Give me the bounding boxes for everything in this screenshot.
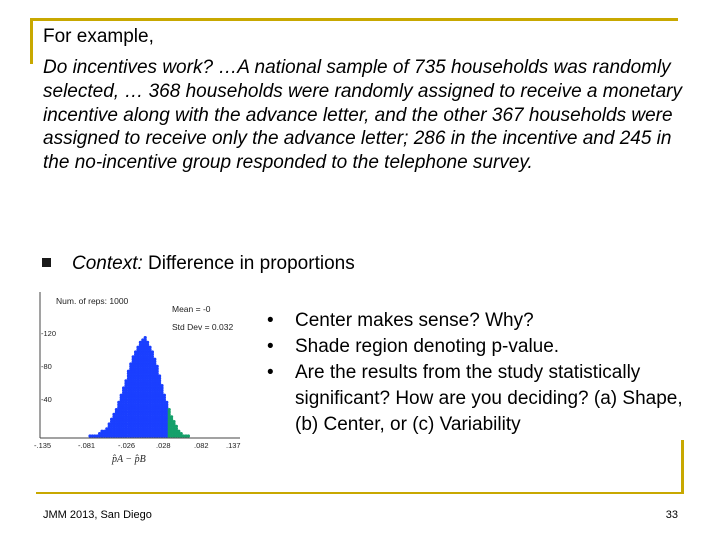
dot-mark bbox=[151, 350, 154, 353]
y-tick-label: -120 bbox=[41, 329, 57, 338]
dot-mark bbox=[144, 336, 147, 339]
context-line bbox=[72, 252, 355, 276]
reps-label: Num. of reps: 1000 bbox=[56, 296, 129, 306]
dot-mark bbox=[158, 374, 161, 377]
x-tick-label: .137 bbox=[226, 441, 241, 450]
dot-mark bbox=[187, 434, 190, 437]
dot-mark bbox=[170, 415, 173, 418]
frame-top-rule bbox=[30, 18, 678, 21]
bullet-dot-icon: • bbox=[267, 336, 274, 357]
x-axis-title: p̂A − p̂B bbox=[112, 454, 146, 465]
dot-mark bbox=[163, 394, 166, 397]
dot-mark bbox=[148, 346, 151, 349]
context-label: Context: bbox=[72, 253, 143, 274]
x-tick-label: -.135 bbox=[34, 441, 52, 450]
dot-mark bbox=[172, 420, 175, 423]
y-tick-label: -40 bbox=[41, 395, 52, 404]
frame-left-rule bbox=[30, 18, 33, 64]
dot-mark bbox=[153, 358, 156, 361]
dot-mark bbox=[165, 401, 168, 404]
dot-mark bbox=[180, 432, 183, 435]
frame-right-rule bbox=[681, 440, 684, 494]
question-list bbox=[266, 308, 686, 438]
question-item bbox=[266, 334, 686, 360]
dot-mark bbox=[168, 408, 171, 411]
question-text: Shade region denoting p-value. bbox=[295, 336, 560, 357]
example-paragraph: Do incentives work? …A national sample of 735 households was randomly selected, … 368 households were randomly assigned to receive a monetary incentive along with the advance letter, and the other 367 households were assigned to receive only the advance letter; 286 in the incentive and 245 in the no-incentive group responded to the telephone survey. bbox=[43, 57, 682, 174]
page-number: 33 bbox=[665, 509, 678, 521]
question-item bbox=[266, 308, 686, 334]
sd-label: Std Dev = 0.032 bbox=[172, 322, 234, 332]
question-text: Center makes sense? Why? bbox=[295, 310, 534, 331]
x-tick-label: .028 bbox=[156, 441, 171, 450]
context-text: Difference in proportions bbox=[142, 253, 355, 274]
footer-venue: JMM 2013, San Diego bbox=[43, 509, 152, 521]
dot-mark bbox=[156, 365, 159, 368]
question-item bbox=[266, 360, 686, 438]
square-bullet-icon bbox=[42, 258, 51, 267]
dot-mark bbox=[175, 425, 178, 428]
dot-mark bbox=[160, 384, 163, 387]
dotplot-figure bbox=[32, 288, 244, 468]
frame-bottom-rule bbox=[36, 492, 684, 494]
y-tick-label: -80 bbox=[41, 362, 52, 371]
bullet-dot-icon: • bbox=[267, 362, 274, 383]
intro-text: For example, bbox=[43, 26, 154, 47]
x-tick-label: -.081 bbox=[78, 441, 96, 450]
dot-mark bbox=[146, 341, 149, 344]
mean-label: Mean = -0 bbox=[172, 304, 211, 314]
dot-mark bbox=[177, 430, 180, 433]
question-text: Are the results from the study statistically significant? How are you deciding? (a) Shape, (b) Center, or (c) Variability bbox=[295, 362, 683, 435]
x-tick-label: .082 bbox=[194, 441, 209, 450]
x-tick-label: -.026 bbox=[118, 441, 136, 450]
bullet-dot-icon: • bbox=[267, 310, 274, 331]
